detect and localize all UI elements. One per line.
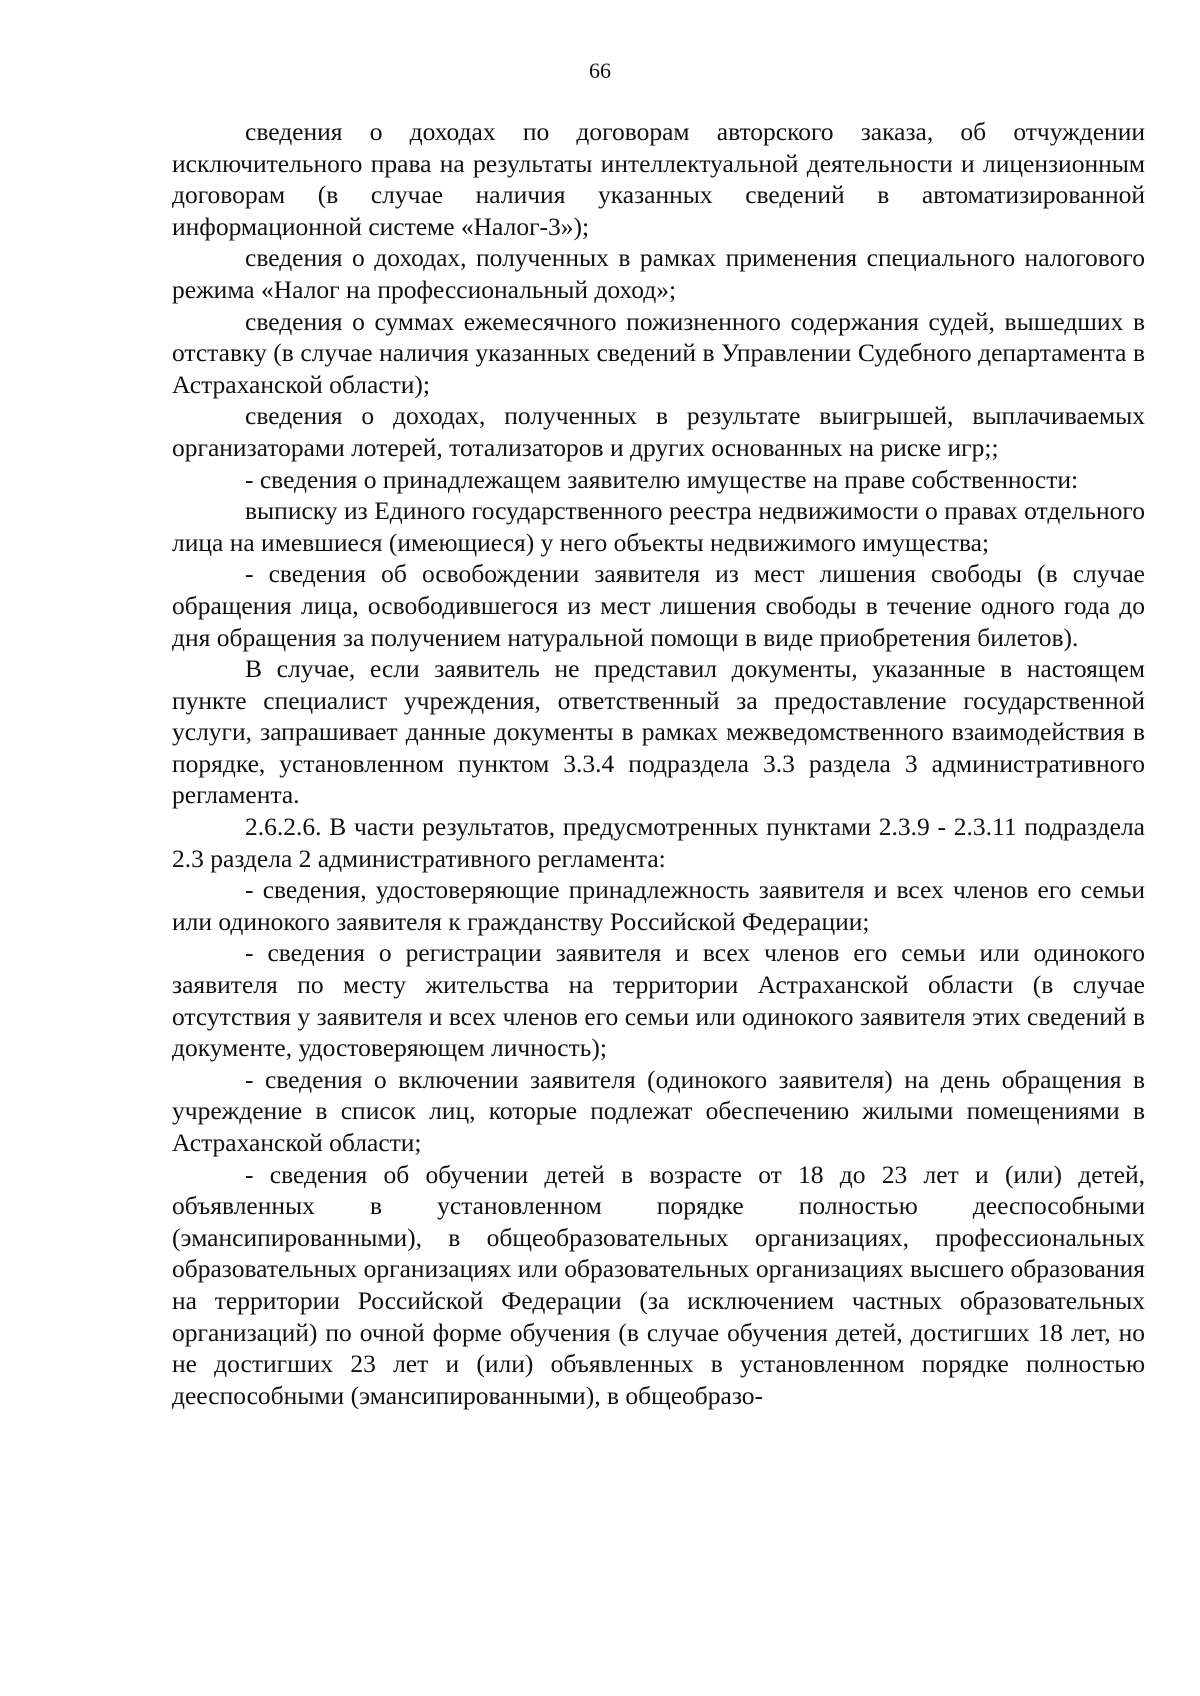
- paragraph-residence-registration: - сведения о регистрации заявителя и всех членов его семьи или одинокого заявителя по месту жительства на территории Астраханской области (в случае отсутствия у заявителя и всех членов его семьи или одинокого заявителя этих сведений в документе, удостоверяющем личность);: [172, 938, 1145, 1063]
- paragraph-interagency-request: В случае, если заявитель не представил документы, указанные в настоящем пункте специалист учреждения, ответственный за предоставление государственной услуги, запрашивает данные документы в рамках межведомственного взаимодействия в порядке, установленном пунктом 3.3.4 подраздела 3.3 раздела 3 административного регламента.: [172, 654, 1145, 810]
- paragraph-release-from-prison: - сведения об освобождении заявителя из мест лишения свободы (в случае обращения лица, освободившегося из мест лишения свободы в течение одного года до дня обращения за получением натуральной помощи в виде приобретения билетов).: [172, 559, 1145, 652]
- paragraph-housing-list: - сведения о включении заявителя (одинокого заявителя) на день обращения в учреждение в список лиц, которые подлежат обеспечению жилыми помещениями в Астраханской области;: [172, 1064, 1145, 1157]
- paragraph-citizenship: - сведения, удостоверяющие принадлежность заявителя и всех членов его семьи или одинокого заявителя к гражданству Российской Федерации;: [172, 875, 1145, 936]
- page-number: 66: [589, 58, 611, 83]
- paragraph-income-professional-tax: сведения о доходах, полученных в рамках применения специального налогового режима «Налог на профессиональный доход»;: [172, 243, 1145, 304]
- document-body: [172, 116, 1145, 1411]
- paragraph-lottery-winnings: сведения о доходах, полученных в результате выигрышей, выплачиваемых организаторами лотерей, тотализаторов и других основанных на риске игр;;: [172, 401, 1145, 462]
- paragraph-real-estate-registry-extract: выписку из Единого государственного реестра недвижимости о правах отдельного лица на имевшиеся (имеющиеся) у него объекты недвижимого имущества;: [172, 496, 1145, 557]
- paragraph-property-ownership: - сведения о принадлежащем заявителю имуществе на праве собственности:: [245, 464, 1079, 494]
- paragraph-retired-judges-allowance: сведения о суммах ежемесячного пожизненного содержания судей, вышедших в отставку (в случае наличия указанных сведений в Управлении Судебного департамента в Астраханской области);: [172, 306, 1145, 399]
- paragraph-children-education: - сведения об обучении детей в возрасте от 18 до 23 лет и (или) детей, объявленных в установленном порядке полностью дееспособными (эмансипированными), в общеобразовательных организациях, профессиональных образовательных организациях или образовательных организациях высшего образования на территории Российской Федерации (за исключением частных образовательных организаций) по очной форме обучения (в случае обучения детей, достигших 18 лет, но не достигших 23 лет и (или) объявленных в установленном порядке полностью дееспособными (эмансипированными), в общеобразо-: [172, 1159, 1145, 1410]
- paragraph-income-author-contracts: сведения о доходах по договорам авторского заказа, об отчуждении исключительного права на результаты интеллектуальной деятельности и лицензионным договорам (в случае наличия указанных сведений в автоматизированной информационной системе «Налог-3»);: [172, 117, 1145, 241]
- paragraph-section-2-6-2-6: 2.6.2.6. В части результатов, предусмотренных пунктами 2.3.9 - 2.3.11 подраздела 2.3 раздела 2 административного регламента:: [172, 812, 1145, 873]
